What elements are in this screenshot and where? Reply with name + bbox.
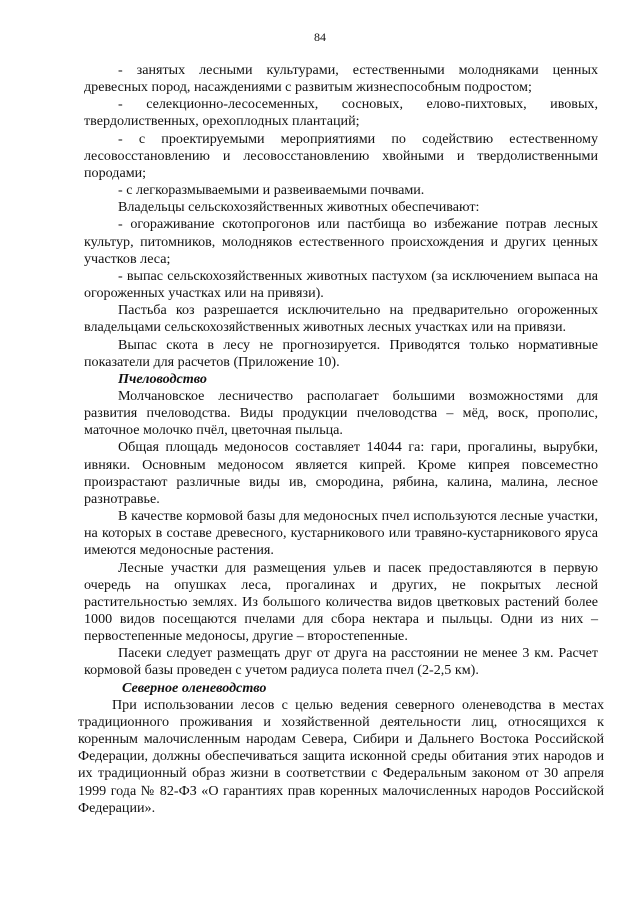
paragraph: Владельцы сельскохозяйственных животных обеспечивают: [118,199,480,216]
paragraph: - выпас сельскохозяйственных животных пастухом (за исключением выпаса на огороженных участках или на привязи). [84,267,598,302]
paragraph: Пасеки следует размещать друг от друга на расстоянии не менее 3 км. Расчет кормовой базы проведен с учетом радиуса полета пчел (2-2,5 км). [84,645,598,679]
paragraph: - огораживание скотопрогонов или пастбища во избежание потрав лесных культур, питомников, молодняков естественного происхождения и других ценных участков леса; [84,216,598,267]
paragraph: - занятых лесными культурами, естественными молодняками ценных древесных пород, насаждениями с развитым жизнеспособным подростом; [84,62,598,96]
paragraph: Общая площадь медоносов составляет 14044 га: гари, прогалины, вырубки, ивняки. Основным медоносом является кипрей. Кроме кипрея повсеместно произрастают различные виды ив, смородина, рябина, калина, малина, лесное разнотравье. [84,439,598,507]
section-heading-beekeeping: Пчеловодство [118,370,207,387]
paragraph: Молчановское лесничество располагает большими возможностями для развития пчеловодства. Виды продукции пчеловодства – мёд, воск, прополис, маточное молочко пчёл, цветочная пыльца. [84,387,598,439]
paragraph: Выпас скота в лесу не прогнозируется. Приводятся только нормативные показатели для расчетов (Приложение 10). [84,336,598,370]
paragraph: Пастьба коз разрешается исключительно на предварительно огороженных владельцами сельскохозяйственных животных лесных участках или на привязи. [84,302,598,336]
page-body [78,62,604,817]
page-number: 84 [314,30,326,44]
paragraph: - селекционно-лесосеменных, сосновых, елово-пихтовых, ивовых, твердолиственных, орехоплодных плантаций; [84,96,598,130]
paragraph: Лесные участки для размещения ульев и пасек предоставляются в первую очередь на опушках леса, прогалинах и других, не покрытых лесной растительностью землях. Из большого количества видов цветковых растений более 1000 видов посещаются пчелами для сбора нектара и пыльцы. Одни из них – первостепенные медоносы, другие – второстепенные. [84,559,598,645]
section-heading-reindeer: Северное оленеводство [122,679,267,696]
paragraph: - с легкоразмываемыми и развеиваемыми почвами. [118,182,425,199]
paragraph: При использовании лесов с целью ведения северного оленеводства в местах традиционного проживания и хозяйственной деятельности лиц, относящихся к коренным малочисленным народам Севера, Сибири и Дальнего Востока Российской Федерации, должны обеспечиваться защита исконной среды обитания этих народов и их традиционный образ жизни в соответствии с Федеральным законом от 30 апреля 1999 года № 82-ФЗ «О гарантиях прав коренных малочисленных народов Российской Федерации». [78,696,604,816]
paragraph: В качестве кормовой базы для медоносных пчел используются лесные участки, на которых в составе древесного, кустарникового или травяно-кустарникового яруса имеются медоносные растения. [84,508,598,559]
paragraph: - с проектируемыми мероприятиями по содействию естественному лесовосстановлению и лесовосстановлению хвойными и твердолиственными породами; [84,130,598,181]
